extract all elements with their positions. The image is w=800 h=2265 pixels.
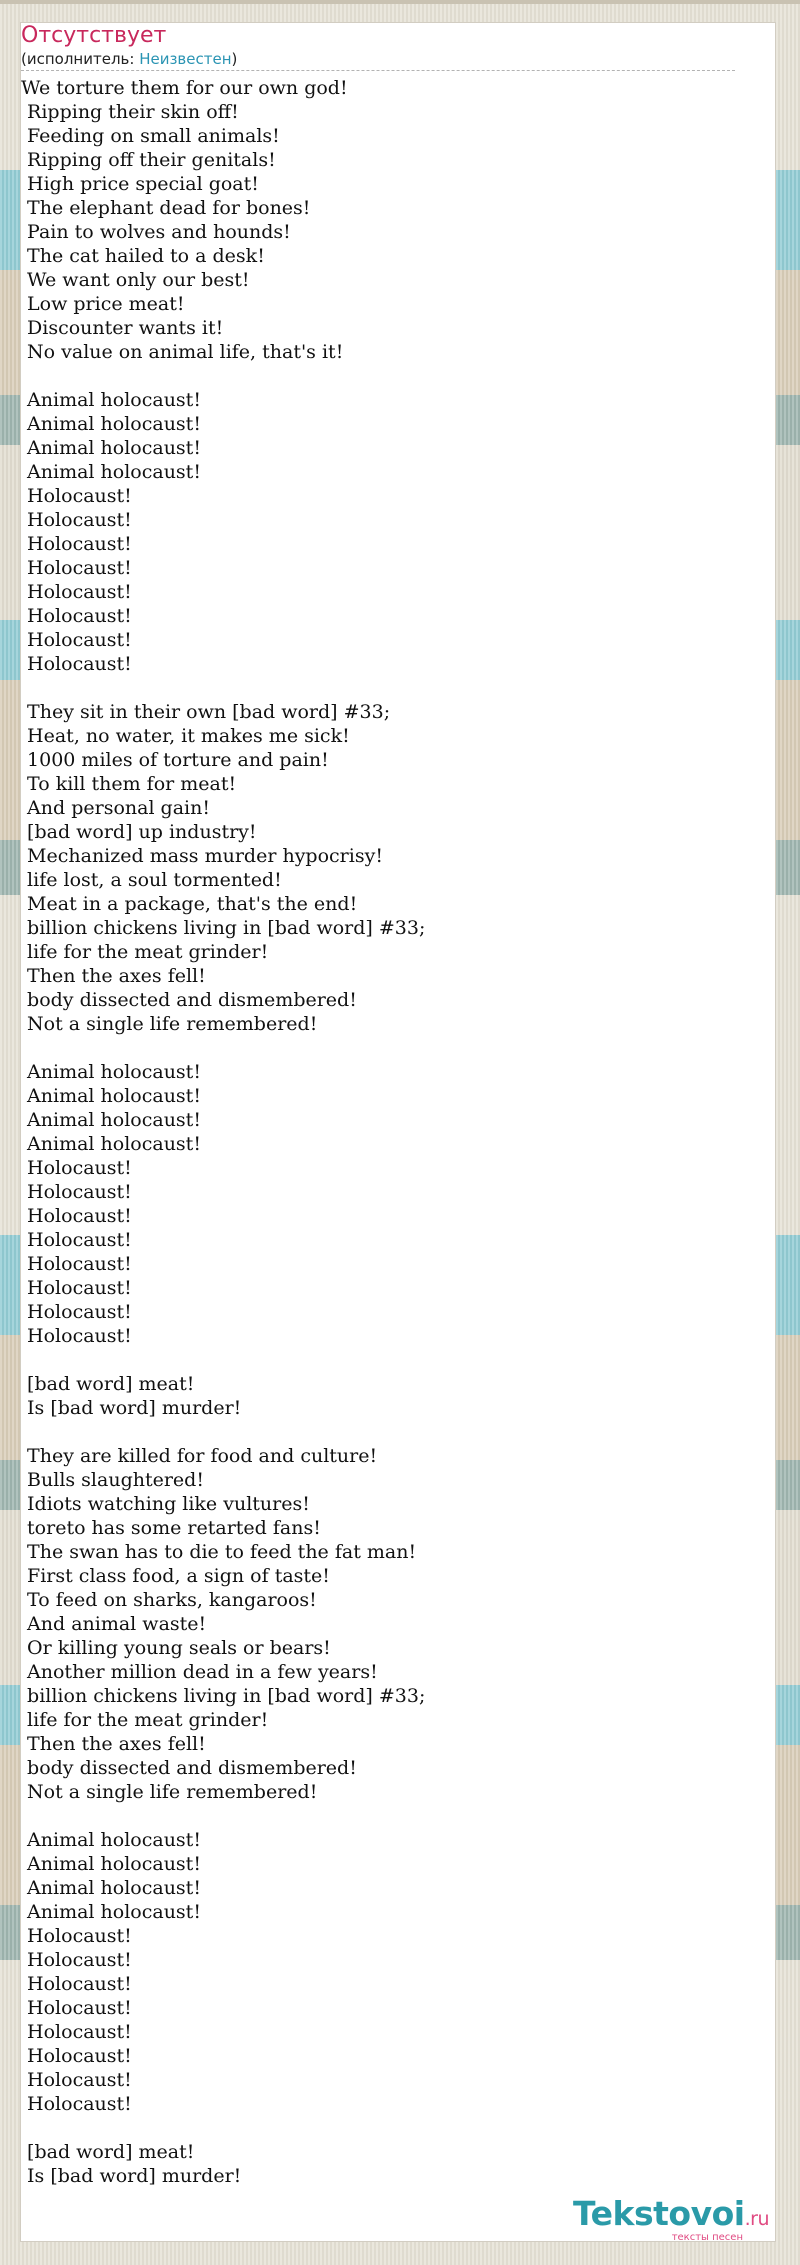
lyric-line: Not a single life remembered!	[21, 1781, 318, 1803]
lyric-line: Bulls slaughtered!	[21, 1469, 204, 1491]
lyric-line: Holocaust!	[21, 1973, 132, 1995]
lyric-line: Discounter wants it!	[21, 317, 224, 339]
lyric-line: To kill them for meat!	[21, 773, 237, 795]
lyric-line: Holocaust!	[21, 1157, 132, 1179]
lyric-line: Animal holocaust!	[21, 1085, 201, 1107]
lyric-line: Mechanized mass murder hypocrisy!	[21, 845, 383, 867]
lyric-line: [bad word] meat!	[21, 2141, 195, 2163]
lyric-line: life for the meat grinder!	[21, 941, 269, 963]
lyric-line: Holocaust!	[21, 1205, 132, 1227]
lyric-line: Or killing young seals or bears!	[21, 1637, 331, 1659]
lyric-line: Holocaust!	[21, 653, 132, 675]
lyric-line: Is [bad word] murder!	[21, 1397, 242, 1419]
lyric-line: Holocaust!	[21, 485, 132, 507]
lyric-line: toreto has some retarted fans!	[21, 1517, 321, 1539]
lyric-line: billion chickens living in [bad word] #33;	[21, 1685, 426, 1707]
lyric-line: Holocaust!	[21, 1229, 132, 1251]
lyric-line: They sit in their own [bad word] #33;	[21, 701, 391, 723]
logo-tagline: тексты песен	[671, 2232, 743, 2243]
lyric-line: Holocaust!	[21, 509, 132, 531]
lyric-line: Holocaust!	[21, 1301, 132, 1323]
artist-line	[21, 50, 735, 68]
lyric-line: Holocaust!	[21, 1181, 132, 1203]
lyric-line	[21, 1036, 741, 1060]
lyric-line: To feed on sharks, kangaroos!	[21, 1589, 317, 1611]
lyric-line: Holocaust!	[21, 1277, 132, 1299]
lyric-line: billion chickens living in [bad word] #33;	[21, 917, 426, 939]
lyric-line	[21, 364, 741, 388]
lyric-line	[21, 1348, 741, 1372]
lyric-line: Then the axes fell!	[21, 1733, 206, 1755]
lyric-line: Holocaust!	[21, 2093, 132, 2115]
lyric-line: Animal holocaust!	[21, 1901, 201, 1923]
lyric-line: No value on animal life, that's it!	[21, 341, 344, 363]
lyric-line: The swan has to die to feed the fat man!	[21, 1541, 417, 1563]
lyric-line: The elephant dead for bones!	[21, 197, 311, 219]
lyric-line: Another million dead in a few years!	[21, 1661, 378, 1683]
lyric-line: life lost, a soul tormented!	[21, 869, 282, 891]
lyric-line: And animal waste!	[21, 1613, 207, 1635]
lyric-line: 1000 miles of torture and pain!	[21, 749, 329, 771]
lyric-line: We want only our best!	[21, 269, 250, 291]
logo-name: Tekstovoi	[573, 2194, 745, 2233]
lyric-line: Animal holocaust!	[21, 1829, 201, 1851]
lyric-line: Not a single life remembered!	[21, 1013, 318, 1035]
lyric-line: [bad word] up industry!	[21, 821, 257, 843]
lyrics-text	[21, 76, 741, 2188]
lyric-line: Animal holocaust!	[21, 1853, 201, 1875]
lyric-line: body dissected and dismembered!	[21, 1757, 357, 1779]
lyric-line: Animal holocaust!	[21, 1061, 201, 1083]
lyric-line: Pain to wolves and hounds!	[21, 221, 291, 243]
lyric-line: The cat hailed to a desk!	[21, 245, 265, 267]
lyric-line: Holocaust!	[21, 2069, 132, 2091]
lyric-line: Feeding on small animals!	[21, 125, 280, 147]
lyric-line: Meat in a package, that's the end!	[21, 893, 358, 915]
lyric-line: Holocaust!	[21, 1253, 132, 1275]
lyric-line: Idiots watching like vultures!	[21, 1493, 310, 1515]
lyric-line: Holocaust!	[21, 1925, 132, 1947]
lyric-line	[21, 1420, 741, 1444]
lyric-line: Holocaust!	[21, 1997, 132, 2019]
lyric-line: body dissected and dismembered!	[21, 989, 357, 1011]
lyric-line: Animal holocaust!	[21, 413, 201, 435]
lyric-line: And personal gain!	[21, 797, 210, 819]
lyric-line: Holocaust!	[21, 533, 132, 555]
lyric-line: Animal holocaust!	[21, 1877, 201, 1899]
lyric-line: Low price meat!	[21, 293, 185, 315]
lyric-line: Holocaust!	[21, 605, 132, 627]
lyric-line: Animal holocaust!	[21, 1109, 201, 1131]
lyric-line: Holocaust!	[21, 2021, 132, 2043]
artist-prefix: (исполнитель:	[21, 50, 140, 68]
lyric-line: Holocaust!	[21, 1325, 132, 1347]
lyric-line: Heat, no water, it makes me sick!	[21, 725, 350, 747]
lyric-line: Ripping off their genitals!	[21, 149, 276, 171]
artist-link[interactable]: Неизвестен	[139, 50, 232, 68]
lyric-line: We torture them for our own god!	[21, 77, 348, 99]
lyric-line: Then the axes fell!	[21, 965, 206, 987]
lyric-line: Holocaust!	[21, 581, 132, 603]
lyric-line: Animal holocaust!	[21, 461, 201, 483]
logo-tld: .ru	[744, 2208, 769, 2230]
lyric-line: Ripping their skin off!	[21, 101, 239, 123]
lyric-line: [bad word] meat!	[21, 1373, 195, 1395]
lyric-line: Animal holocaust!	[21, 1133, 201, 1155]
lyric-line: Is [bad word] murder!	[21, 2165, 242, 2187]
artist-suffix: )	[231, 50, 238, 68]
lyric-line	[21, 1804, 741, 1828]
top-border	[0, 0, 800, 4]
song-header	[21, 22, 735, 71]
lyric-line	[21, 676, 741, 700]
lyric-line: life for the meat grinder!	[21, 1709, 269, 1731]
lyric-line: Animal holocaust!	[21, 389, 201, 411]
lyric-line: Animal holocaust!	[21, 437, 201, 459]
lyric-line: Holocaust!	[21, 629, 132, 651]
lyric-line: They are killed for food and culture!	[21, 1445, 378, 1467]
lyric-line: Holocaust!	[21, 1949, 132, 1971]
lyric-line: Holocaust!	[21, 2045, 132, 2067]
song-title: Отсутствует	[21, 23, 167, 48]
lyric-line: Holocaust!	[21, 557, 132, 579]
site-logo[interactable]	[573, 2194, 769, 2243]
logo-wordmark	[573, 2194, 769, 2236]
lyric-line: High price special goat!	[21, 173, 259, 195]
lyric-line	[21, 2116, 741, 2140]
lyric-line: First class food, a sign of taste!	[21, 1565, 330, 1587]
